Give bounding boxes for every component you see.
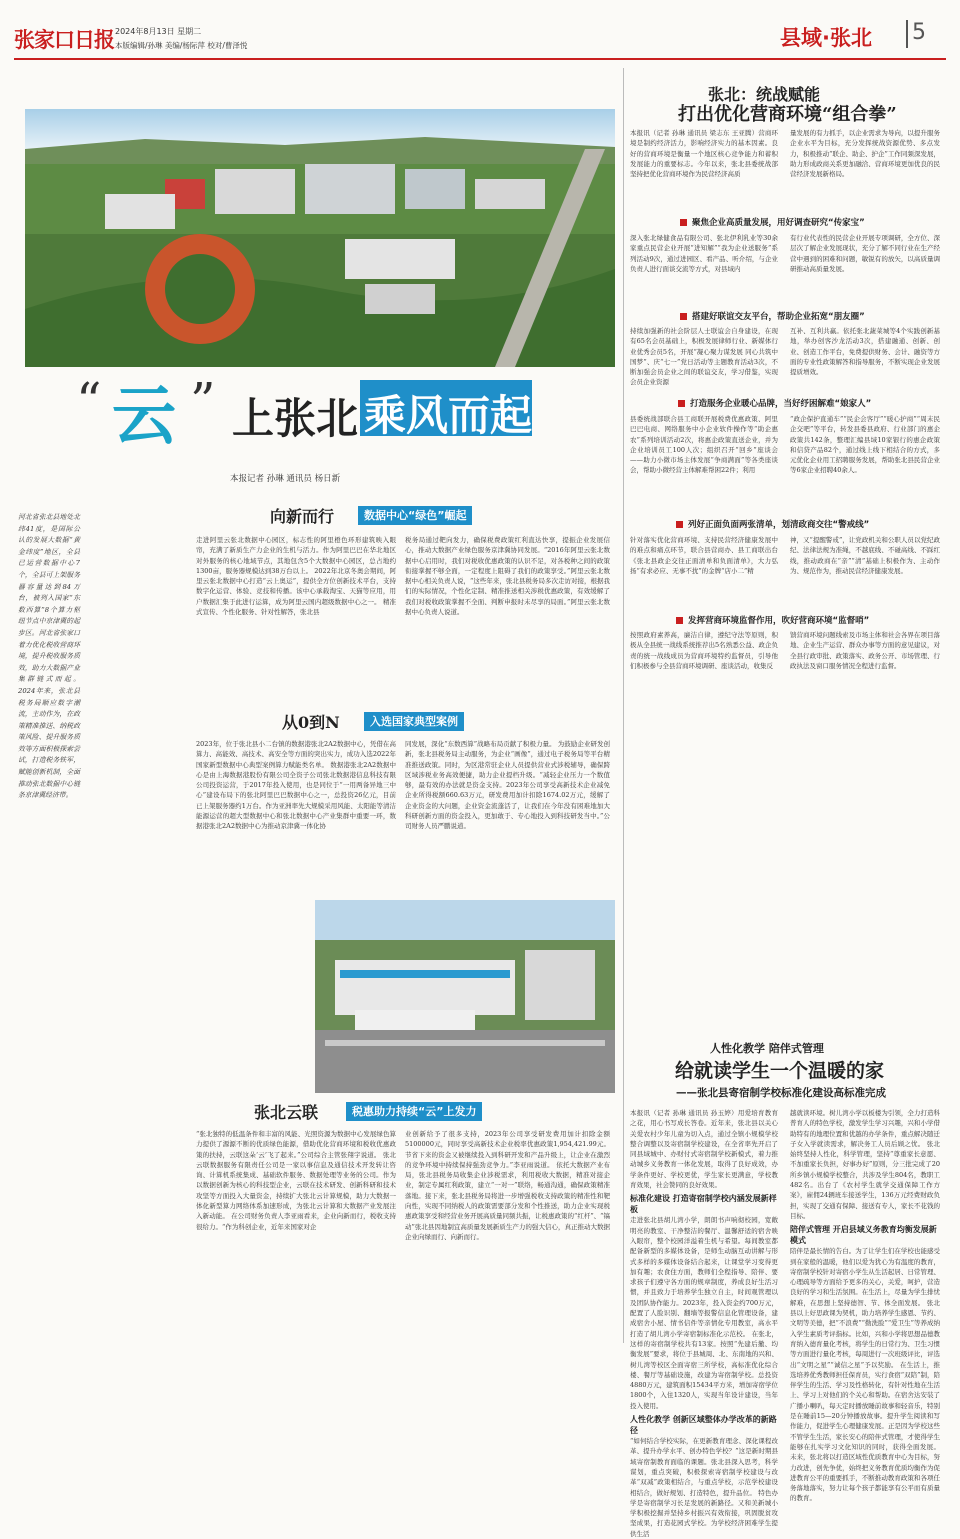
headline-quote-close: ” <box>190 372 216 430</box>
headline-highlight: 乘风而起 <box>364 391 533 440</box>
newspaper-logo: 张家口日报 <box>14 27 114 52</box>
page-section-name: 县域·张北 <box>780 26 872 50</box>
data-center-building-photo <box>315 900 615 1093</box>
headline-part1: 上张北 <box>232 394 359 443</box>
right-item1-col2: 有行业代表性的民营企业开展专项调研，全方位、深层次了解企业发展现状，充分了解不同行业在生产经营中遇到的困难和问题，敏锐有的放矢，以高质量调研推动高质量发展。 <box>790 234 940 273</box>
right-intro-col2: 量发展的有力抓手，以企业需求为导向，以提升服务企业水平为目标，充分发挥统战资源优势、多点发力，积极推动“联企、助企、护企”工作同频深发展，助力形成政商关系更加融洽、营商环境更加优良的民营经济发展新格局。 <box>790 129 940 179</box>
right-item3-title: 打造服务企业暖心品牌，当好纾困解难“娘家人” <box>678 397 871 409</box>
right-article2-col1-intro: 本报讯（记者 孙琳 通讯员 孙玉婷）用爱培育教育之花，用心书写成长答卷。近年来，张北县以关心关爱农村少年儿童为切入点，通过全镇小规模学校整合调整以及寄宿制学校建设，在全省率先开启了同县域城中、办财付式寄宿制学校新模式，着力推动城乡义务教育一体化发展，取得了良好成效，办学条件更好、学校更优，学生家长更满意，学校教育效果，社会赞同的良好效果。 <box>630 1109 778 1190</box>
right-item1-col1: 深入张北绿健食品有限公司、张北伊利乳业等30余家重点民营企业开展“进知解”“我为企业送服务”系列活动9次，通过进园区、看产品、听介绍，与企业负责人进行面谈交流等方式，对县域内 <box>630 234 778 273</box>
column-divider <box>623 68 624 1343</box>
right-article2-col2 <box>790 1108 940 1503</box>
section3-heading: 张北云联 <box>254 1103 319 1122</box>
right-article2-col2-subhead: 陪伴式管理 开启县域义务教育均衡发展新模式 <box>790 1225 937 1246</box>
section2-col1: 2023年，位于张北县小二台镇的数据港张北2A2数据中心，凭借在高算力、高能效、高技术、高安全等方面的突出实力，成功入选2022年国家新型数据中心典型案例算力赋能类名单。 数据港张北2A2数据中心是由上海数据港股份有限公司全资子公司张北数据港信息科技有限公司投资运营，于2017年投入使用，也是同位于“一用两备异地三中心”建设布局下的张北阿里巴巴数据中心之一，总投资26亿元，目前已上架服务器约1万台。作为亚洲率先大规模采用风能、太阳能等清洁能源运营的超大型数据中心和张北数据中心产业集群中重要一环，数据港张北2A2数据中心为推动京津冀一体化协 <box>196 740 396 831</box>
section2-tag: 入选国家典型案例 <box>364 712 464 731</box>
masthead-rule <box>14 58 946 60</box>
right-article2-subtitle: ——张北县寄宿制学校标准化建设高标准完成 <box>676 1087 886 1099</box>
right-article2-col1 <box>630 1108 778 1538</box>
right-item4-title: 列好正面负面两张清单，划清政商交往“警戒线” <box>676 518 869 530</box>
right-article2-col2-body: 陪伴是最长情的告白。为了让学生们在学校也能感受到在家般的温暖，他们以爱为犹心为有温度的教育，寄宿制学校针对寄宿小学生从生活起居、日常管理、心理疏导等方面给予更多的关心，关爱，呵护，营造良好的学习和生活氛围。在生活上，尽量为学生排忧解难，在思想上坚持德智、节、体全面发展。 张北县以上好思政课为契机，助力培养学生感恩、节约、文明等美德，把“不浪费”“勤洗脸”“爱卫生”等养成纳入学生素质考评指标。比如，兴和小学将思想品德教育纳入德育量化考核，将学生的日常行为、卫生习惯等方面进行量化考核，每周进行一次班级评比，评选出“文明之星”“诚信之星”予以奖励。 在生活上，推选培养优秀教师担任保育员，实行食宿“双陪”制，陪伴学生的生活、学习及性格转化，有针对性地在生活上、学习上对他们的个关心和帮助。在宿舍达安装了广播小喇叭，每天定时播放睡前故事和轻音乐，特别是在睡前15—20分钟播放故事。提升学生阅读和写作能力，促进学生心理健康发展。正是因为学校这些不管学生生活，家长安心的陪伴式管理，才使得学生能够在扎实学习文化知识的同时，获得全面发展。 未来，张北将以打造区域性优质教育中心为目标，努力改进，创先争优，始终把义务教育优质均衡作为促进教育公平的重要抓手，不断推动教育政策和各项任务落地落实，努力让每个孩子都能享有公平而有质量的教育。 <box>790 1247 940 1503</box>
right-article2-title: 给就读学生一个温暖的家 <box>675 1060 885 1082</box>
section2-heading: 从0到N <box>282 713 340 732</box>
masthead <box>0 0 960 62</box>
data-center-aerial-photo <box>25 109 615 367</box>
section1-tag: 数据中心“绿色”崛起 <box>358 506 472 525</box>
right-article1-title-line1: 张北：统战赋能 <box>708 85 821 104</box>
section2-col2: 同发展，深化“东数西算”战略布局贡献了积极力量。 为鼓励企业研发创新，张北县税务局主动服务，为企业“画像”，通过电子税务局等平台精准推送政策。同时，为区港常驻企业人员提供营业式涉税辅导，确保跨区域涉税业务高效便捷，助力企业提档升级。“减轻企业压力一个数值够，最有效的办法就是资金支持。2023年公司享受高新技术企业减免企业所得税额660.63万元，研发费用加计扣除1674.02万元，缓解了企业资金的大问题，企业资金流蓬活了，让我们在今年没有困难地加大科研创新方面的资金投入，更加敢于、专心地投入到科技研发当中。”公司财务人员严鹏说道。 <box>405 740 610 831</box>
section1-col1: 走进阿里云张北数据中心园区，标志性的阿里橙色环形建筑映入眼帘，充满了新质生产力企业的生机与活力。作为阿里巴巴在华北地区对外服务的核心地域节点，其地包含5个大数据中心园区，总占地约1300亩，服务器规模达到38万台以上。 2022年北京冬奥会期间，阿里云张北数据中心打造“云上奥运”，提供全方位创新技术平台，支持数字化运营、体验、竞技和传播。该中心承载淘宝、天猫等应用，用户数据汇集于此进行运算，成为阿里云国内超级数据中心之一。 精准式宣传、个性化服务、针对性解答，张北县 <box>196 536 396 617</box>
right-item2-col2: 互补、互利共赢。依托张北蔬菜城等4个实践创新基地，举办创客沙龙活动3次，搭建融通、创新、创业、创造工作平台，免费提供财务、会计、融资等方面的专业性政策解答和指导服务，不断实现企业发展提质增效。 <box>790 327 940 377</box>
right-article2-col1-subhead2: 人性化教学 创新区域整体办学改革的新路径 <box>630 1415 777 1436</box>
right-article2-col1-body2: “如何结合学校实际，在更新教育理念、深化课程改革、提升办学水平、创办特色学校？”这是新时期县域寄宿制教育面临的课题。张北县深入思考，科学谋划，重点突破，积极探索寄宿制学校建设与改革“双减”政策相结合，与重点学校，示范学校建设相结合，做好规划、打造特色，提升品位。 特色办学是寄宿制学习长足发展的新路径。又和美新城小学积极挖掘并坚持乡村振兴有效衔接，巩固脱贫攻坚成果，打造花园式学校。为学校经济困难学生提供生活 <box>630 1437 778 1538</box>
right-intro-col1: 本报讯（记者 孙琳 通讯员 梁志东 王亚腾）营商环境是制约经济活力，影响经济实力的基本因素。良好的营商环境是衡量一个地区核心竞争能力和蓄积发展能力的重要标志。今年以来，张北县委统战部坚持把优化营商环境作为民营经济高质 <box>630 129 778 179</box>
right-article2-col1-body1: 走进张北县胡儿湾小学，朗朗书声响彻校园，宽敞明亮的教室、干净整洁的餐厅、温馨舒适的宿舍映入眼帘，整个校园洋溢着生机与希望。每间教室都配备新型的多媒体设备，是师生动脑互动讲解与形式多样的多媒体设备结合起来，让课堂学习变得更加有趣；农食住方面，教师们全程指导、陪伴、要求孩子们遵守各方面的规章制度，养成良好生活习惯，并且致力于培养学生独立自主，时间观管理以及团队协作能力。2023年，投入资金约700万元，配置了人脸识别、翻墙等报警信息化管理设备，建成宿舍小屋、情书信件等亲情化专用教室，高水平打造了胡儿湾小学寄宿制标准化示范校。 在张北，这样的寄宿制学校共有13家。按照“先建后撤、均衡发展”要求，将位于县城周、北、东南地的兴和、树儿湾等校区全面寄宿三所学校，高标准优化综合楼、餐厅等基础设施，改建为寄宿制学校。总投资4880万元，建筑面积15434平方米，增加寄宿学位1800个，入住1320人，实现当年设计建设，当年投入使用。 <box>630 1216 778 1410</box>
right-item5-col1: 按照政府素养高，廉洁自律，遵纪守法等原则，积极从全县统一战线系统推荐出5名熟悉公益、政企负责的统一战线成员为营商环境特约监督员，引导他们积极参与全县营商环境调研、座谈活动，收集反 <box>630 631 778 670</box>
right-item4-col2: 神，又“提醒警戒”，让党政机关和公职人员以党纪政纪、法律法规为准绳，不越底线、不碰高线、不踩红线，推动政商在“亲”“清”基础上积极作为、主动作为、规范作为，推动民营经济健康发展。 <box>790 536 940 575</box>
page-number: 5 <box>912 20 926 45</box>
right-article1-title-line2: 打出优化营商环境“组合拳” <box>678 104 897 125</box>
headline-quote-open: “ <box>76 372 102 430</box>
right-item2-col1: 持续加强新的社会阶层人士联谊会自身建设，在现有65名会员基础上，积极发展律师行业、新媒体行业优秀会员5名，开展“凝心聚力谋发展 同心共筑中国梦”、庆“七一”党日活动等主题教育活动3次，不断加强会员企业之间的联谊交友，学习借鉴，实现会员企业资源 <box>630 327 778 387</box>
right-item3-col1: 县委统战部联合县工商联开展税费优惠政策、阿里巴巴电商、网络服务中小企业软件操作等“助企惠农”系列培训活动2次，将惠企政策直送企业，并为企业培训员工100人次；组织召开“回乡”座谈会——助力小微市场主体发展“争商满面”等各类座谈会，帮助小微经营主体解难帮困22件；利用 <box>630 415 778 475</box>
headline-highlight-box <box>360 380 533 440</box>
section3-col2: 业创新给予了很多支持，2023年公司享受研发费用加计扣除金额5100000元，同时享受高新技术企业税率优惠政策1,954,421.99元。节省下来的资金又被继续投入到科研开发和产品升级上，让企业在激烈的竞争环境中持续保持强劲竞争力。”李亚雨说道。 依托大数据产业布局，张北县税务局收集企业涉税需求，利用税收大数据，精准对接企业，制定专属红利政策，建立“一对一”联络，畅通沟通，确保政策精准落地。接下来，张北县税务局将进一步增强税收支持政策的精准性和靶向性，实现不同纳税人的政策需要部分发和个性推送，助力企业实现税惠政策享受和经营业务开展高质量同频共振，让税惠政策的“红杆”、“镐动”张北县因地制宜高质量发展新质生产力的强大信心，真正推动大数据企业向绿而行、向新而行。 <box>405 1130 610 1241</box>
lead-column <box>18 512 80 802</box>
section3-col1: “张北独特的低温条件和丰富的风能、光照资源为数据中心发展绿色算力提供了源源不断的优质绿色能源，借助优化营商环境和税收优惠政策的扶持，云联这朵‘云’飞了起来。”公司综合主管张翔宇说道。 张北云联数据服务有限责任公司是一家以事信息及通信技术开发转让咨询、计算机系统集成、基础软件服务、数据处理等业务的公司。作为以数据创新为核心的科技型企业，云联在技术研发、创新科研和技术攻坚等方面投入大量资金，持续扩大张北云计算规模，助力大数据一体化新型算力网络体系加速形成，为张北云计算和大数据产业发展注入新动能。 在公司财务负责人李亚雨看来，企业向新而行，税收支持很给力。“作为科创企业，近年来国家对企 <box>196 1130 396 1231</box>
section1-heading: 向新而行 <box>270 507 335 526</box>
editor-credits: 本版编辑/孙琳 美编/杨际萍 校对/曹泽悦 <box>115 41 248 50</box>
right-item5-title: 发挥营商环境监督作用，吹好营商环境“监督哨” <box>676 614 869 626</box>
right-item4-col1: 针对落实优化营商环境、支持民营经济健康发展中的难点和痛点环节，联合县营商办、县工商联出台《张北县政企交往正面清单和负面清单》，大力弘扬“有求必应、无事不扰”的金牌“店小二”精 <box>630 536 778 575</box>
headline-cloud-char: 云 <box>112 380 176 454</box>
right-item3-col2: “政企保护直通车”“民企会客厅”“暖心护商”“周末民企交吧”等平台，转发县委县政府、行业部门的惠企政策共142条，整理汇编县域10家银行的惠企政策和信贷产品82个，通过线上线下相结合的方式，多元优化企业用工招聘服务发展，帮助张北县民营企业等6家企业招聘40余人。 <box>790 415 940 475</box>
right-item5-col2: 馈营商环境问题线索及市场主体和社会各界在项目落地、企业生产运营、群众办事等方面的意见建议，对全县行政审批、政策落实、政务公开、市场管理、行政执法及窗口服务情况全程进行监督。 <box>790 631 940 670</box>
issue-date: 2024年8月13日 星期二 <box>115 27 202 36</box>
right-article2-col1-subhead1: 标准化建设 打造寄宿制学校内涵发展新样板 <box>630 1194 777 1215</box>
right-item1-title: 聚焦企业高质量发展，用好调查研究“传家宝” <box>680 216 865 228</box>
main-byline: 本报记者 孙琳 通讯员 杨日新 <box>230 474 341 484</box>
section1-col2: 税务局通过靶向发力，确保税费政策红利直达快享，提振企业发展信心，推动大数据产业绿色服务京津冀协同发展。“2016年阿里云张北数据中心启用时，我们对税收优惠政策的认识不足，对各税种之间的政策衔接掌握不够全面，一定程度上阻碍了我们的政策享受。”阿里云张北数据中心相关负责人说，“这些年来，张北县税务局多次走访对接，根据我们的实际情况，个性化定制、精准推送相关涉税优惠政策，有效缓解了我们对税收政策掌握不全面、判断申报时未尽享的局面。”阿里云张北数据中心负责人说道。 <box>405 536 610 617</box>
lead-text: 河北省张北县地处北纬41度，是国际公认的发展大数据“黄金纬度”地区，全县已运营数据中心7个，全县可上架服务器容量达到84万台，被列入国家“东数西算”8个算力枢纽节点中京津冀的起步区。河北省张家口着力优化税收营商环境，提升税收服务质效，助力大数据产业集群链式而起。 2024年来，张北县税务局顺应数字潮流，主动作为，在政策精准推送、纳税政策风险、提升服务质效等方面积极探索尝试，打造税务铁军，赋能创新机制，全面推动张北数据中心链条京津冀经济带。 <box>18 513 80 800</box>
right-article2-kicker: 人性化教学 陪伴式管理 <box>710 1042 824 1055</box>
right-article2-col2-intro: 越就读环境。树儿湾小学以板楼为引领，全力打造科普育人的特色学校，激发学生学习兴趣，兴和小学借助特有的地理位置和优越的办学条件，重点解决随迁子女入学就读需求，解决务工人员后顾之忧。 张北始终坚持人性化，科学管理，坚持“尊重家长意愿、不加重家长负担，好事办好”原则，分三批完成了20所乡镇小规模学校整合，共涉及学生804名，教职工482名。出台了《农村学生就学交通保障工作方案》，雇佣24辆班车接送学生，136万元经费财政负担，实现了交通有保障、接送有专人，家长不花钱的目标。 <box>790 1109 940 1220</box>
right-item2-title: 搭建好联谊交友平台，帮助企业拓宽“朋友圈” <box>680 310 865 322</box>
section3-tag: 税惠助力持续“云”上发力 <box>346 1102 482 1121</box>
